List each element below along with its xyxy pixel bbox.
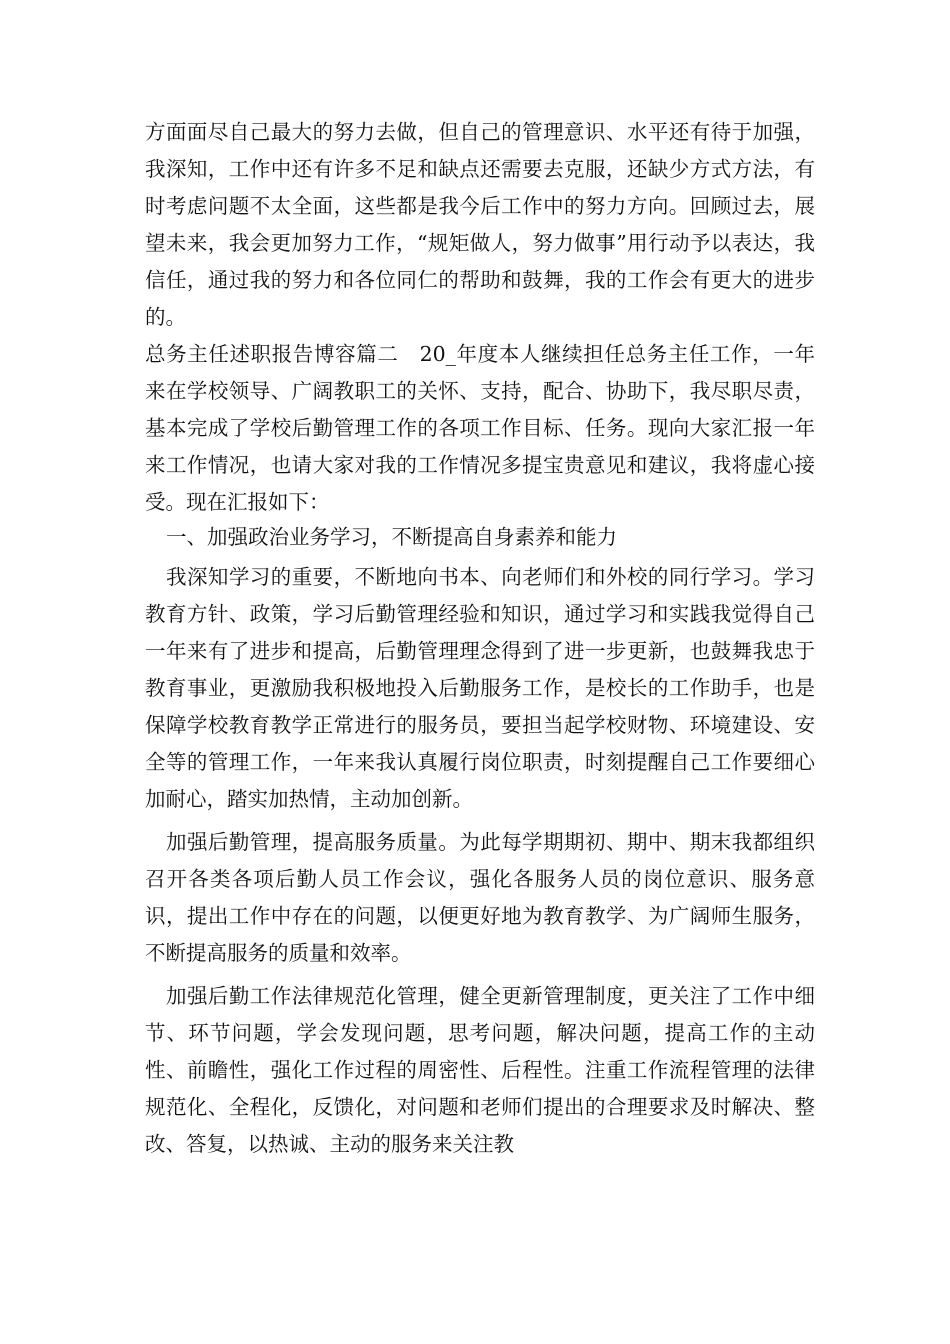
section-heading-1: 一、加强政治业务学习，不断提高自身素养和能力 xyxy=(166,525,617,549)
paragraph-service-quality: 加强后勤管理，提高服务质量。为此每学期期初、期中、期末我都组织召开各类各项后勤人员工作会议，强化各服务人员的岗位意识、服务意识，提出工作中存在的问题，以便更好地为教育教学、为广阔师生服务，不断提高服务的质量和效率。 xyxy=(145,830,815,965)
paragraph-summary: 方面面尽自己最大的努力去做，但自己的管理意识、水平还有待于加强，我深知，工作中还有许多不足和缺点还需要去克服，还缺少方式方法，有时考虑问题不太全面，这些都是我今后工作中的努力方向。回顾过去，展望未来，我会更加努力工作，“规矩做人，努力做事”用行动予以表达，我信任，通过我的努力和各位同仁的帮助和鼓舞，我的工作会有更大的进步的。 xyxy=(145,120,815,329)
document-body xyxy=(145,114,815,1163)
paragraph-standardization: 加强后勤工作法律规范化管理，健全更新管理制度，更关注了工作中细节、环节问题，学会发现问题，思考问题，解决问题，提高工作的主动性、前瞻性，强化工作过程的周密性、后程性。注重工作流程管理的法律规范化、全程化，反馈化，对问题和老师们提出的合理要求及时解决、整改、答复，以热诚、主动的服务来关注教 xyxy=(145,984,815,1156)
paragraph-report-intro: 总务主任述职报告博容篇二 20_年度本人继续担任总务主任工作，一年来在学校领导、广阔教职工的关怀、支持，配合、协助下，我尽职尽责，基本完成了学校后勤管理工作的各项工作目标、任务。现向大家汇报一年来工作情况，也请大家对我的工作情况多提宝贵意见和建议，我将虚心接受。现在汇报如下： xyxy=(145,342,815,514)
paragraph-study: 我深知学习的重要，不断地向书本、向老师们和外校的同行学习。学习教育方针、政策，学习后勤管理经验和知识，通过学习和实践我觉得自己一年来有了进步和提高，后勤管理理念得到了进一步更新，也鼓舞我忠于教育事业，更激励我积极地投入后勤服务工作，是校长的工作助手，也是保障学校教育教学正常进行的服务员，要担当起学校财物、环境建设、安全等的管理工作，一年来我认真履行岗位职责，时刻提醒自己工作要细心加耐心，踏实加热情，主动加创新。 xyxy=(145,565,815,811)
